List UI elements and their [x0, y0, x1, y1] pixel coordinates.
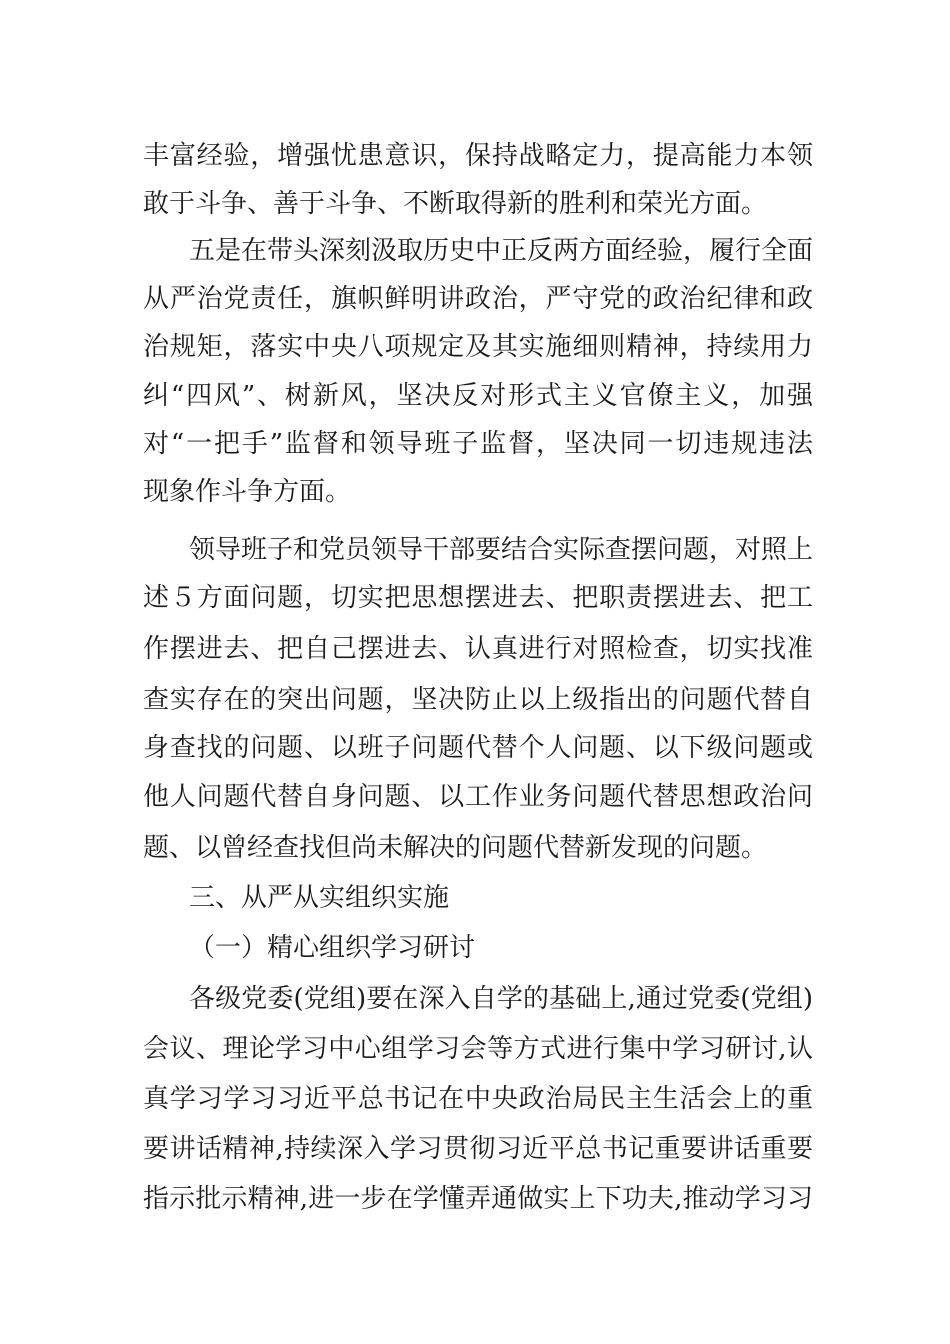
text-line-13: 身查找的问题、以班子问题代替个人问题、以下级问题或: [143, 733, 813, 763]
text-line-19: 会议、理论学习中心组学习会等方式进行集中学习研讨,认: [143, 1034, 813, 1064]
text-line-3: 五是在带头深刻汲取历史中正反两方面经验，履行全面: [189, 236, 814, 266]
text-line-2: 敢于斗争、善于斗争、不断取得新的胜利和荣光方面。: [143, 189, 768, 219]
text-line-22: 指示批示精神,进一步在学懂弄通做实上下功夫,推动学习习: [143, 1184, 813, 1214]
section-heading: 三、从严从实组织实施: [189, 883, 450, 913]
text-line-10: 述５方面问题，切实把思想摆进去、把职责摆进去、把工: [143, 583, 813, 613]
text-line-7: 对“一把手”监督和领导班子监督，坚决同一切违规违法: [143, 429, 813, 459]
text-line-15: 题、以曾经查找但尚未解决的问题代替新发现的问题。: [143, 833, 768, 863]
text-line-5: 治规矩，落实中央八项规定及其实施细则精神，持续用力: [143, 332, 813, 362]
text-line-4: 从严治党责任，旗帜鲜明讲政治，严守党的政治纪律和政: [143, 284, 813, 314]
text-line-6: 纠“四风”、树新风，坚决反对形式主义官僚主义，加强: [143, 381, 813, 411]
text-line-20: 真学习学习习近平总书记在中央政治局民主生活会上的重: [143, 1084, 813, 1114]
subsection-heading: （一）精心组织学习研讨: [189, 933, 476, 963]
text-line-1: 丰富经验，增强忧患意识，保持战略定力，提高能力本领: [143, 141, 813, 171]
text-line-21: 要讲话精神,持续深入学习贯彻习近平总书记重要讲话重要: [143, 1134, 813, 1164]
text-line-11: 作摆进去、把自己摆进去、认真进行对照检查，切实找准: [143, 634, 813, 664]
text-line-12: 查实存在的突出问题，坚决防止以上级指出的问题代替自: [143, 685, 813, 715]
text-line-8: 现象作斗争方面。: [143, 477, 352, 507]
text-line-14: 他人问题代替自身问题、以工作业务问题代替思想政治问: [143, 782, 813, 812]
text-line-9: 领导班子和党员领导干部要结合实际查摆问题，对照上: [189, 535, 814, 565]
text-line-18: 各级党委(党组)要在深入自学的基础上,通过党委(党组): [189, 984, 813, 1014]
